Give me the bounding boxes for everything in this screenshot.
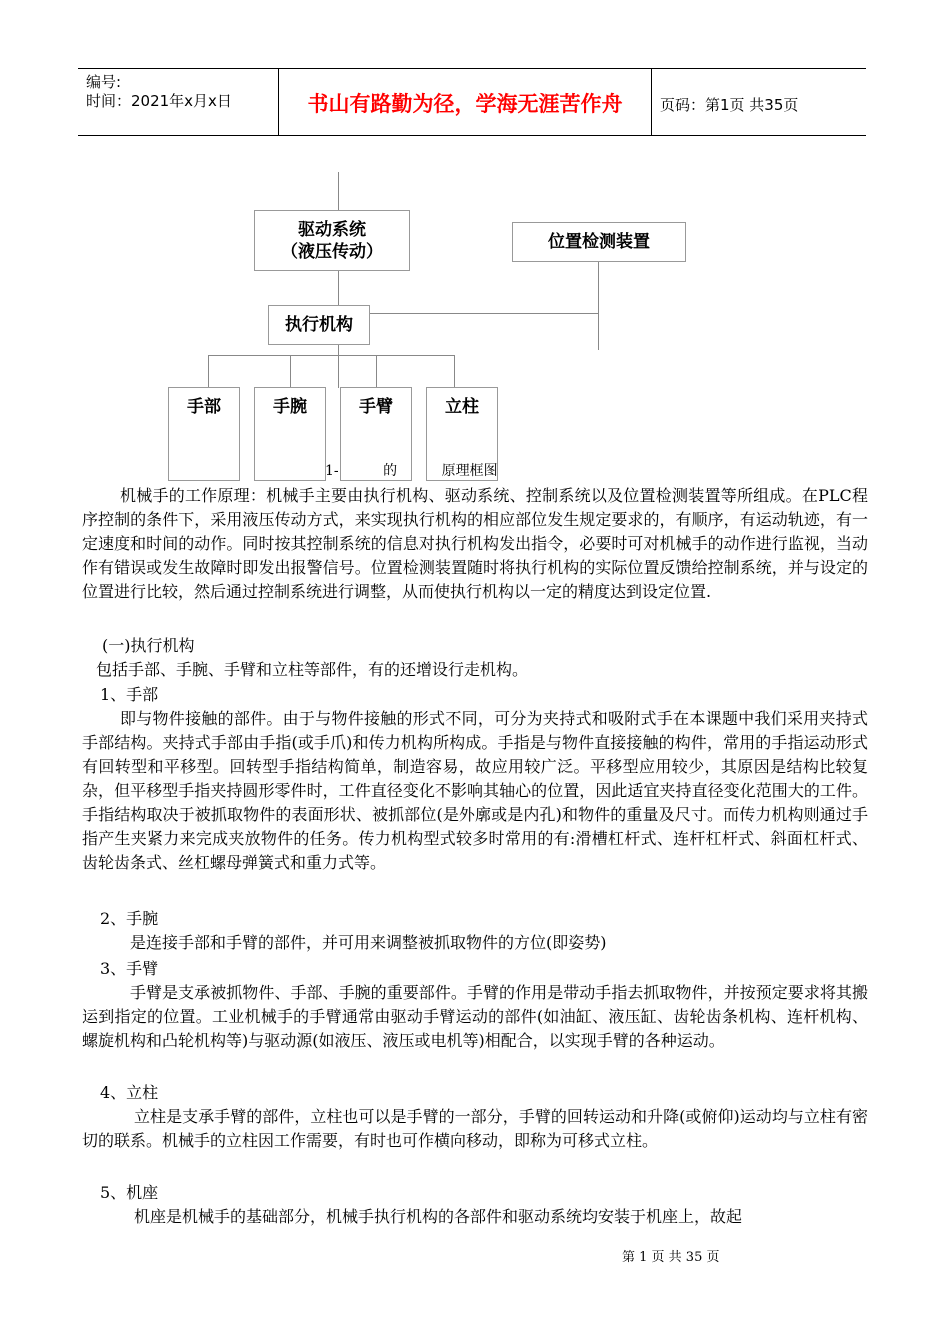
drive-system-box bbox=[254, 210, 410, 271]
subsection-heading: 1、手部 bbox=[100, 685, 159, 704]
part-label: 手部 bbox=[187, 397, 221, 417]
position-detect-box bbox=[512, 222, 686, 262]
position-detect-label: 位置检测装置 bbox=[548, 232, 650, 252]
part-label: 手腕 bbox=[273, 397, 307, 417]
diagram-connector bbox=[376, 355, 377, 388]
subsection-heading: 2、手腕 bbox=[100, 909, 159, 928]
page-footer: 第 1 页 共 35 页 bbox=[622, 1250, 720, 1265]
part-box-hand bbox=[168, 387, 240, 481]
header-top-rule bbox=[78, 68, 866, 69]
header-divider bbox=[278, 68, 279, 135]
diagram-connector bbox=[290, 355, 291, 388]
header-page-number: 页码：第1页 共35页 bbox=[660, 96, 799, 114]
section-intro: 包括手部、手腕、手臂和立柱等部件，有的还增设行走机构。 bbox=[96, 660, 529, 679]
doc-number-label: 编号: bbox=[86, 73, 122, 91]
part-label: 手臂 bbox=[359, 397, 393, 417]
diagram-connector bbox=[598, 260, 599, 350]
executor-label: 执行机构 bbox=[285, 315, 353, 335]
arm-paragraph: 手臂是支承被抓物件、手部、手腕的重要部件。手臂的作用是带动手指去抓取物件，并按预定要求将其搬运到指定的位置。工业机械手的手臂通常由驱动手臂运动的部件(如油缸、液压缸、齿轮齿条机构、连杆机构、螺旋机构和凸轮机构等)与驱动源(如液压、液压或电机等)相配合，以实现手臂的各种运动。 bbox=[82, 983, 868, 1050]
diagram-connector bbox=[368, 313, 598, 314]
column-paragraph: 立柱是支承手臂的部件，立柱也可以是手臂的一部分，手臂的回转运动和升降(或俯仰)运动均与立柱有密切的联系。机械手的立柱因工作需要，有时也可作横向移动，即称为可移式立柱。 bbox=[82, 1107, 868, 1150]
subsection-heading: 3、手臂 bbox=[100, 959, 159, 978]
subsection-heading: 5、机座 bbox=[100, 1183, 159, 1202]
drive-system-label: 驱动系统 bbox=[298, 220, 366, 240]
wrist-paragraph: 是连接手部和手臂的部件，并可用来调整被抓取物件的方位(即姿势) bbox=[130, 933, 607, 952]
header-bottom-rule bbox=[78, 135, 866, 136]
subsection-heading: 4、立柱 bbox=[100, 1083, 159, 1102]
diagram-connector bbox=[454, 355, 455, 388]
diagram-connector bbox=[208, 355, 209, 388]
header-motto: 书山有路勤为径，学海无涯苦作舟 bbox=[307, 92, 623, 116]
diagram-caption: 1- 的 原理框图 bbox=[325, 463, 498, 479]
diagram-connector bbox=[208, 355, 454, 356]
part-box-wrist bbox=[254, 387, 326, 481]
header-divider bbox=[651, 68, 652, 135]
drive-system-sublabel: （液压传动） bbox=[281, 242, 383, 262]
hand-paragraph: 即与物件接触的部件。由于与物件接触的形式不同，可分为夹持式和吸附式手在本课题中我们采用夹持式手部结构。夹持式手部由手指(或手爪)和传力机构所构成。手指是与物件直接接触的构件，常用的手指运动形式有回转型和平移型。回转型手指结构简单，制造容易，故应用较广泛。平移型应用较少，其原因是结构比较复杂，但平移型手指夹持圆形零件时，工件直径变化不影响其轴心的位置，因此适宜夹持直径变化范围大的工件。手指结构取决于被抓取物件的表面形状、被抓部位(是外廓或是内孔)和物件的重量及尺寸。而传力机构则通过手指产生夹紧力来完成夹放物件的任务。传力机构型式较多时常用的有:滑槽杠杆式、连杆杠杆式、斜面杠杆式、齿轮齿条式、丝杠螺母弹簧式和重力式等。 bbox=[82, 709, 868, 872]
section-heading: (一)执行机构 bbox=[102, 636, 195, 655]
doc-date-label: 时间：2021年x月x日 bbox=[86, 92, 232, 110]
executor-box bbox=[268, 305, 370, 345]
part-label: 立柱 bbox=[445, 397, 479, 417]
base-paragraph: 机座是机械手的基础部分，机械手执行机构的各部件和驱动系统均安装于机座上，故起 bbox=[134, 1207, 743, 1226]
principle-paragraph: 机械手的工作原理：机械手主要由执行机构、驱动系统、控制系统以及位置检测装置等所组成。在PLC程序控制的条件下，采用液压传动方式，来实现执行机构的相应部位发生规定要求的，有顺序，有运动轨迹，有一定速度和时间的动作。同时按其控制系统的信息对执行机构发出指令，必要时可对机械手的动作进行监视，当动作有错误或发生故障时即发出报警信号。位置检测装置随时将执行机构的实际位置反馈给控制系统，并与设定的位置进行比较，然后通过控制系统进行调整，从而使执行机构以一定的精度达到设定位置. bbox=[82, 486, 868, 601]
